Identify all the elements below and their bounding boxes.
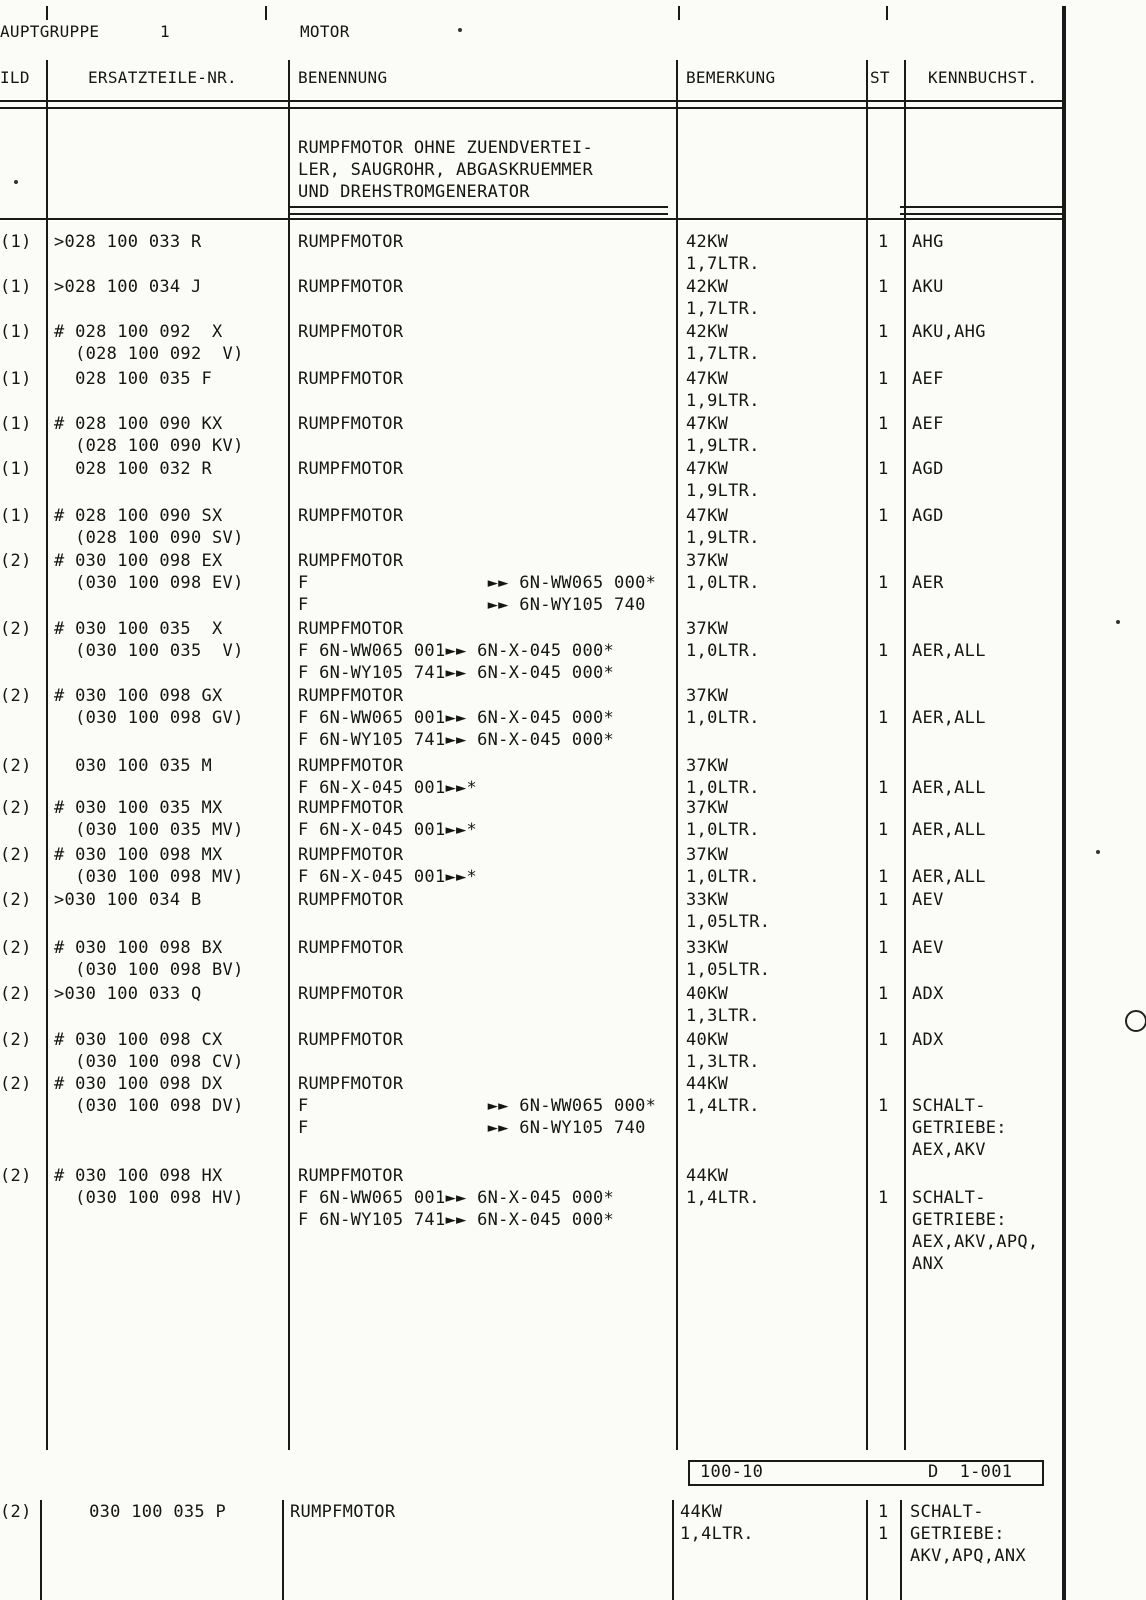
cont-rule-5 [900,1500,902,1600]
part-no-cell: (028 100 090 SV) [54,528,244,548]
remark-cell: 1,3LTR. [686,1052,760,1072]
part-no-cell: # 028 100 092 X [54,322,223,342]
qty-cell: 1 [878,938,889,958]
part-no-cell: (030 100 035 V) [54,641,244,661]
cont-rule-1 [40,1500,42,1600]
remark-cell: 1,7LTR. [686,299,760,319]
remark-cell: 37KW [686,686,729,706]
remark-cell: 37KW [686,756,729,776]
remark-cell: 1,0LTR. [686,778,760,798]
qty-cell: 1 [878,1188,889,1208]
name-cell: RUMPFMOTOR [298,756,404,776]
part-cell: 030 100 035 P [68,1502,227,1522]
name-cell: F 6N-WW065 001►► 6N-X-045 000* [298,1188,615,1208]
code-cell: ADX [912,1030,944,1050]
qty-cell: 1 [878,1524,889,1544]
bild-ref: (1) [0,232,32,252]
name-cell: RUMPFMOTOR [298,322,404,342]
part-no-cell: (030 100 098 MV) [54,867,244,887]
name-cell: RUMPFMOTOR [298,232,404,252]
part-no-cell: # 030 100 098 HX [54,1166,223,1186]
bild-ref: (1) [0,369,32,389]
code-cell: GETRIEBE: [912,1210,1007,1230]
part-no-cell: (030 100 098 GV) [54,708,244,728]
name-cell: RUMPFMOTOR [298,798,404,818]
qty-cell: 1 [878,1030,889,1050]
name-cell: RUMPFMOTOR [298,938,404,958]
group-number: 1 [160,22,170,41]
part-no-cell: # 030 100 098 GX [54,686,223,706]
bild-ref: (2) [0,1502,32,1522]
name-cell: RUMPFMOTOR [298,459,404,479]
name-cell: RUMPFMOTOR [298,551,404,571]
part-no-cell: 028 100 032 R [54,459,213,479]
name-cell: RUMPFMOTOR [298,984,404,1004]
code-cell: GETRIEBE: [912,1118,1007,1138]
qty-cell: 1 [878,414,889,434]
remark-cell: 40KW [686,1030,729,1050]
qty-cell: 1 [878,369,889,389]
header-tick-1 [46,6,48,20]
header-tick-3 [678,6,680,20]
name-cell: F 6N-WW065 001►► 6N-X-045 000* [298,641,615,661]
bild-ref: (2) [0,551,32,571]
name-cell: F 6N-X-045 001►►* [298,778,478,798]
part-no-cell: >028 100 033 R [54,232,202,252]
remark-cell: 1,0LTR. [686,641,760,661]
bild-ref: (2) [0,1030,32,1050]
part-no-cell: >028 100 034 J [54,277,202,297]
remark-cell: 1,9LTR. [686,528,760,548]
scan-speck [458,28,462,32]
remark-cell: 1,0LTR. [686,867,760,887]
bild-ref: (2) [0,1074,32,1094]
part-no-cell: # 030 100 035 MX [54,798,223,818]
remark-cell: 1,3LTR. [686,1006,760,1026]
remark-cell: 47KW [686,414,729,434]
remark-cell: 1,4LTR. [686,1188,760,1208]
intro-rule-left [288,206,668,215]
part-no-cell: (030 100 098 HV) [54,1188,244,1208]
code-cell: AER,ALL [912,867,986,887]
remark-cell: 1,7LTR. [686,344,760,364]
bild-ref: (2) [0,619,32,639]
qty-cell: 1 [878,890,889,910]
scan-speck [14,180,18,184]
header-rule [0,100,1062,109]
remark-cell: 1,4LTR. [680,1524,754,1544]
remark-cell: 1,4LTR. [686,1096,760,1116]
part-no-cell: (030 100 098 BV) [54,960,244,980]
name-cell: F 6N-WY105 741►► 6N-X-045 000* [298,663,615,683]
code-cell: AER,ALL [912,708,986,728]
part-no-cell: (030 100 098 DV) [54,1096,244,1116]
code-cell: AER,ALL [912,641,986,661]
remark-cell: 37KW [686,551,729,571]
intro-rule-right [900,206,1062,215]
name-cell: F ►► 6N-WY105 740 [298,1118,646,1138]
bild-ref: (2) [0,686,32,706]
scan-mark-icon [1125,1010,1146,1032]
code-cell: AEF [912,369,944,389]
code-cell: AER,ALL [912,820,986,840]
remark-cell: 1,0LTR. [686,820,760,840]
name-cell: RUMPFMOTOR [298,619,404,639]
remark-cell: 47KW [686,459,729,479]
code-cell: AKU,AHG [912,322,986,342]
qty-cell: 1 [878,641,889,661]
header-tick-4 [886,6,888,20]
bild-ref: (2) [0,938,32,958]
remark-cell: 1,0LTR. [686,708,760,728]
remark-cell: 1,9LTR. [686,391,760,411]
col-name: BENENNUNG [298,68,388,87]
part-no-cell: 028 100 035 F [54,369,213,389]
code-cell: AEX,AKV,APQ, [912,1232,1039,1252]
name-cell: F ►► 6N-WW065 000* [298,573,657,593]
part-no-cell: 030 100 035 M [54,756,213,776]
remark-cell: 1,05LTR. [686,912,771,932]
part-no-cell: (030 100 035 MV) [54,820,244,840]
part-no-cell: # 030 100 098 DX [54,1074,223,1094]
qty-cell: 1 [878,867,889,887]
col-bild: ILD [0,68,30,87]
part-no-cell: # 030 100 035 X [54,619,223,639]
bild-ref: (1) [0,459,32,479]
name-cell: F 6N-WW065 001►► 6N-X-045 000* [298,708,615,728]
remark-cell: 37KW [686,845,729,865]
remark-cell: 1,9LTR. [686,481,760,501]
rule-after-bild [46,60,48,1450]
bild-ref: (2) [0,984,32,1004]
intro-line-3: UND DREHSTROMGENERATOR [298,182,530,202]
part-no-cell: (028 100 090 KV) [54,436,244,456]
qty-cell: 1 [878,322,889,342]
bild-ref: (1) [0,414,32,434]
name-cell: RUMPFMOTOR [298,1074,404,1094]
bild-ref: (2) [0,845,32,865]
name-cell: F 6N-WY105 741►► 6N-X-045 000* [298,1210,615,1230]
scan-speck [1116,620,1120,624]
qty-cell: 1 [878,506,889,526]
qty-cell: 1 [878,277,889,297]
remark-cell: 44KW [686,1074,729,1094]
code-cell: AEV [912,938,944,958]
group-label: AUPTGRUPPE [0,22,100,41]
code-cell: AEF [912,414,944,434]
name-cell: RUMPFMOTOR [298,277,404,297]
remark-cell: 1,9LTR. [686,436,760,456]
qty-cell: 1 [878,1502,889,1522]
qty-cell: 1 [878,232,889,252]
bild-ref: (2) [0,798,32,818]
remark-cell: 47KW [686,506,729,526]
remark-cell: 1,7LTR. [686,254,760,274]
bild-ref: (1) [0,322,32,342]
col-code: KENNBUCHST. [928,68,1038,87]
code-cell: AKV,APQ,ANX [910,1546,1026,1566]
page-right-edge [1062,6,1066,1600]
rule-before-qty [866,60,868,1450]
remark-cell: 33KW [686,890,729,910]
name-cell: RUMPFMOTOR [298,845,404,865]
code-cell: AGD [912,459,944,479]
part-no-cell: # 030 100 098 EX [54,551,223,571]
name-cell: RUMPFMOTOR [298,1166,404,1186]
name-cell: RUMPFMOTOR [290,1502,396,1522]
qty-cell: 1 [878,573,889,593]
header-tick-2 [265,6,267,20]
group-name: MOTOR [300,22,350,41]
name-cell: F 6N-X-045 001►►* [298,867,478,887]
part-no-cell: # 028 100 090 KX [54,414,223,434]
part-no-cell: (028 100 092 V) [54,344,244,364]
rule-after-part [288,60,290,1450]
remark-cell: 40KW [686,984,729,1004]
part-no-cell: # 030 100 098 MX [54,845,223,865]
col-part-no: ERSATZTEILE-NR. [88,68,237,87]
qty-cell: 1 [878,984,889,1004]
code-cell: AGD [912,506,944,526]
name-cell: RUMPFMOTOR [298,506,404,526]
qty-cell: 1 [878,1096,889,1116]
remark-cell: 37KW [686,798,729,818]
qty-cell: 1 [878,459,889,479]
part-no-cell: # 030 100 098 CX [54,1030,223,1050]
name-cell: F 6N-WY105 741►► 6N-X-045 000* [298,730,615,750]
code-cell: AKU [912,277,944,297]
code-cell: AEX,AKV [912,1140,986,1160]
name-cell: F ►► 6N-WW065 000* [298,1096,657,1116]
code-cell: ANX [912,1254,944,1274]
part-no-cell: (030 100 098 EV) [54,573,244,593]
bild-ref: (2) [0,890,32,910]
bild-ref: (1) [0,277,32,297]
remark-cell: 1,05LTR. [686,960,771,980]
cont-rule-2 [282,1500,284,1600]
scan-speck [1096,850,1100,854]
code-cell: SCHALT- [910,1502,984,1522]
part-no-cell: >030 100 034 B [54,890,202,910]
qty-cell: 1 [878,708,889,728]
qty-cell: 1 [878,820,889,840]
intro-rule-mid [0,218,1062,220]
code-cell: ADX [912,984,944,1004]
code-cell: GETRIEBE: [910,1524,1005,1544]
code-cell: AHG [912,232,944,252]
bild-ref: (1) [0,506,32,526]
name-cell: F ►► 6N-WY105 740 [298,595,646,615]
cont-rule-4 [866,1500,868,1600]
code-cell: AER [912,573,944,593]
name-cell: RUMPFMOTOR [298,369,404,389]
page-ref: 100-10 [700,1462,764,1482]
part-no-cell: # 028 100 090 SX [54,506,223,526]
remark-cell: 42KW [686,277,729,297]
remark-cell: 42KW [686,322,729,342]
rule-after-name [676,60,678,1450]
code-cell: AEV [912,890,944,910]
part-no-cell: >030 100 033 Q [54,984,202,1004]
code-cell: SCHALT- [912,1096,986,1116]
remark-cell: 33KW [686,938,729,958]
intro-line-2: LER, SAUGROHR, ABGASKRUEMMER [298,160,593,180]
page-code: D 1-001 [928,1462,1013,1482]
rule-after-qty [904,60,906,1450]
remark-cell: 44KW [686,1166,729,1186]
name-cell: RUMPFMOTOR [298,890,404,910]
remark-cell: 42KW [686,232,729,252]
name-cell: RUMPFMOTOR [298,414,404,434]
remark-cell: 1,0LTR. [686,573,760,593]
remark-cell: 47KW [686,369,729,389]
remark-cell: 37KW [686,619,729,639]
code-cell: AER,ALL [912,778,986,798]
part-no-cell: (030 100 098 CV) [54,1052,244,1072]
col-remark: BEMERKUNG [686,68,776,87]
col-qty: ST [870,68,890,87]
intro-line-1: RUMPFMOTOR OHNE ZUENDVERTEI- [298,138,593,158]
cont-rule-3 [672,1500,674,1600]
name-cell: RUMPFMOTOR [298,686,404,706]
name-cell: F 6N-X-045 001►►* [298,820,478,840]
remark-cell: 44KW [680,1502,723,1522]
name-cell: RUMPFMOTOR [298,1030,404,1050]
bild-ref: (2) [0,756,32,776]
bild-ref: (2) [0,1166,32,1186]
part-no-cell: # 030 100 098 BX [54,938,223,958]
qty-cell: 1 [878,778,889,798]
code-cell: SCHALT- [912,1188,986,1208]
